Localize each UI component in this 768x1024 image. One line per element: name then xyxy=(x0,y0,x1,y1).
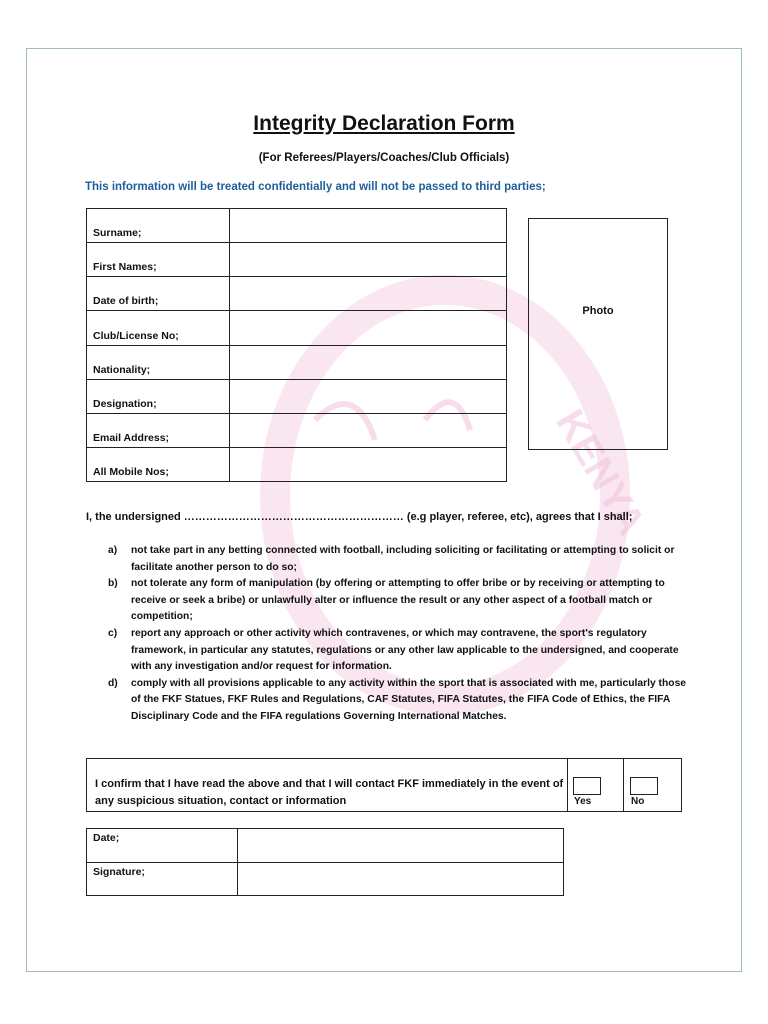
date-field[interactable] xyxy=(238,829,564,863)
field-label: Nationality; xyxy=(87,345,230,379)
photo-label: Photo xyxy=(582,305,614,317)
divider xyxy=(567,759,568,811)
field-label: Date of birth; xyxy=(87,277,230,311)
confidentiality-note: This information will be treated confidentially and will not be passed to third parties; xyxy=(85,181,546,193)
signature-table xyxy=(86,828,564,896)
date-label: Date; xyxy=(87,829,238,863)
field-input[interactable] xyxy=(230,379,507,413)
svg-text:KENYA: KENYA xyxy=(547,402,654,543)
clause-text: not tolerate any form of manipulation (by offering or attempting to offer bribe or by receiving or attempting to receive or seek a bribe) or unlawfully alter or influence the result or any other aspect of a football match or competition; xyxy=(131,578,665,623)
undersigned-statement: I, the undersigned …………………………………………………… (e.g player, referee, etc), agrees that I shall; xyxy=(86,511,633,523)
signature-row xyxy=(87,862,564,896)
clause-marker: d) xyxy=(108,677,118,689)
no-checkbox[interactable] xyxy=(630,777,658,795)
details-row xyxy=(87,345,507,379)
clause-marker: a) xyxy=(108,545,118,556)
field-input[interactable] xyxy=(230,413,507,447)
yes-checkbox[interactable] xyxy=(573,777,601,795)
form-title: Integrity Declaration Form xyxy=(253,112,515,135)
field-label: Designation; xyxy=(87,379,230,413)
clauses-list xyxy=(108,543,688,726)
details-row xyxy=(87,447,507,481)
confirmation-box xyxy=(86,758,682,812)
details-row xyxy=(87,311,507,345)
clause-item xyxy=(108,676,688,726)
clause-item xyxy=(108,576,688,626)
field-input[interactable] xyxy=(230,243,507,277)
field-input[interactable] xyxy=(230,209,507,243)
field-label: First Names; xyxy=(87,243,230,277)
clause-item xyxy=(108,626,688,676)
clause-item xyxy=(108,543,688,576)
personal-details-table xyxy=(86,208,507,482)
photo-box[interactable] xyxy=(528,218,668,450)
clause-marker: c) xyxy=(108,627,118,639)
details-row xyxy=(87,277,507,311)
clause-marker: b) xyxy=(108,578,118,590)
field-label: All Mobile Nos; xyxy=(87,447,230,481)
field-label: Email Address; xyxy=(87,413,230,447)
field-label: Club/License No; xyxy=(87,311,230,345)
field-label: Surname; xyxy=(87,209,230,243)
field-input[interactable] xyxy=(230,447,507,481)
date-row xyxy=(87,829,564,863)
details-row xyxy=(87,379,507,413)
yes-label: Yes xyxy=(574,796,592,807)
details-row xyxy=(87,243,507,277)
signature-field[interactable] xyxy=(238,862,564,896)
details-row xyxy=(87,413,507,447)
form-subtitle: (For Referees/Players/Coaches/Club Officials) xyxy=(258,152,510,164)
field-input[interactable] xyxy=(230,311,507,345)
details-row xyxy=(87,209,507,243)
divider xyxy=(623,759,624,811)
field-input[interactable] xyxy=(230,277,507,311)
clause-text: not take part in any betting connected with football, including soliciting or facilitating or attempting to solicit or facilitate another person to do so; xyxy=(131,545,675,573)
no-label: No xyxy=(631,796,645,807)
signature-label: Signature; xyxy=(87,862,238,896)
confirmation-text: I confirm that I have read the above and that I will contact FKF immediately in the event of any suspicious situation, contact or information xyxy=(95,778,564,807)
clause-text: report any approach or other activity which contravenes, or which may contravene, the sport's regulatory framework, in particular any statutes, regulations or any other law applicable to the undersigned, and cooperate with any investigation and/or request for information. xyxy=(131,627,679,673)
field-input[interactable] xyxy=(230,345,507,379)
clause-text: comply with all provisions applicable to any activity within the sport that is associated with me, particularly those of the FKF Statues, FKF Rules and Regulations, CAF Statutes, FIFA Statutes, the FIFA Code of Ethics, the FIFA Disciplinary Code and the FIFA regulations Governing International Matches. xyxy=(131,677,687,722)
